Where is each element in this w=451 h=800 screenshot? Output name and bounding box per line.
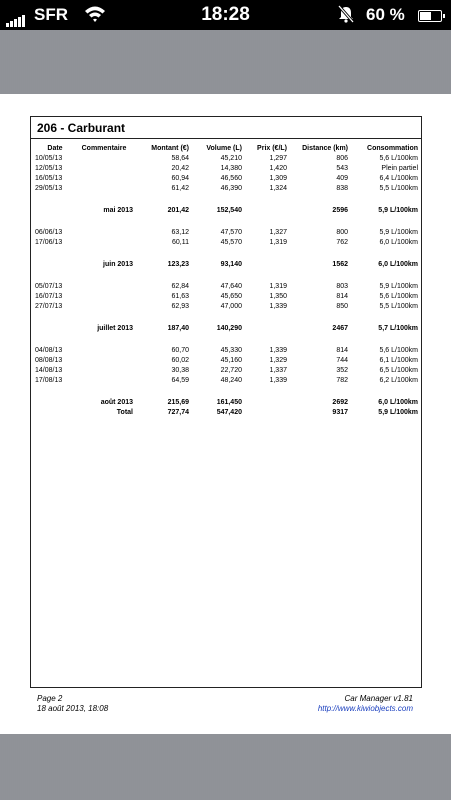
- cell-volume: 45,160: [220, 357, 242, 364]
- cell-consumption: 5,6 L/100km: [379, 155, 418, 162]
- cell-consumption: 5,6 L/100km: [379, 293, 418, 300]
- fuel-table: [35, 143, 418, 418]
- table-row: [35, 356, 418, 366]
- cell-price: 1,420: [269, 165, 287, 172]
- cell-amount: 60,70: [171, 347, 189, 354]
- spacer-row: [35, 248, 418, 260]
- spacer-cell: [35, 194, 418, 206]
- cell-price: [242, 260, 287, 270]
- cell-distance: 2596: [332, 207, 348, 214]
- mute-bell-icon: [336, 4, 356, 24]
- cell-consumption: 5,9 L/100km: [378, 207, 418, 214]
- cell-amount: 64,59: [171, 377, 189, 384]
- cell-distance: 2692: [332, 399, 348, 406]
- cell-price: 1,329: [269, 357, 287, 364]
- cell-comment: [75, 302, 133, 312]
- cell-consumption: 5,9 L/100km: [378, 409, 418, 416]
- cell-comment: mai 2013: [103, 207, 133, 214]
- cell-amount: 62,84: [171, 283, 189, 290]
- column-header: Consommation: [367, 145, 418, 152]
- cell-consumption: 6,1 L/100km: [379, 357, 418, 364]
- spacer-row: [35, 312, 418, 324]
- column-header: Commentaire: [81, 145, 127, 152]
- column-header: Volume (L): [206, 145, 242, 152]
- cell-date: 17/08/13: [35, 377, 63, 384]
- cell-volume: 22,720: [220, 367, 242, 374]
- column-header: Distance (km): [302, 145, 348, 152]
- spacer-row: [35, 216, 418, 228]
- footer-right: [318, 694, 413, 714]
- app-version: Car Manager v1.81: [344, 694, 413, 703]
- cell-date: [35, 408, 75, 418]
- cell-amount: 60,11: [172, 239, 189, 246]
- cell-distance: 9317: [332, 409, 348, 416]
- spacer-cell: [35, 386, 418, 398]
- summary-row: [35, 260, 418, 270]
- cell-comment: [75, 174, 133, 184]
- website-link[interactable]: http://www.kiwiobjects.com: [317, 704, 413, 713]
- table-row: [35, 376, 418, 386]
- cell-distance: 814: [336, 347, 348, 354]
- summary-row: [35, 206, 418, 216]
- carrier-name: SFR: [34, 5, 68, 24]
- cell-consumption: 6,0 L/100km: [378, 399, 418, 406]
- cell-distance: 762: [336, 239, 348, 246]
- cell-date: 16/05/13: [35, 175, 63, 182]
- summary-row: [35, 324, 418, 334]
- cell-price: 1,327: [269, 229, 287, 236]
- cell-price: 1,319: [269, 283, 287, 290]
- cell-volume: 161,450: [216, 399, 242, 406]
- cell-date: [35, 206, 75, 216]
- cell-volume: 47,640: [220, 283, 242, 290]
- cell-amount: 30,38: [171, 367, 189, 374]
- cell-distance: 850: [336, 303, 348, 310]
- cell-amount: 201,42: [167, 207, 189, 214]
- cell-distance: 838: [336, 185, 348, 192]
- cell-price: 1,339: [269, 377, 287, 384]
- cell-date: 08/08/13: [35, 357, 63, 364]
- spacer-cell: [35, 312, 418, 324]
- cell-distance: 744: [336, 357, 348, 364]
- cell-volume: 93,140: [220, 261, 242, 268]
- cell-price: 1,319: [269, 239, 287, 246]
- cell-price: [242, 408, 287, 418]
- spacer-cell: [35, 270, 418, 282]
- cell-volume: 47,000: [220, 303, 242, 310]
- cell-volume: 45,650: [220, 293, 242, 300]
- cell-amount: 60,02: [171, 357, 189, 364]
- table-row: [35, 292, 418, 302]
- cell-price: 1,309: [269, 175, 287, 182]
- cell-price: 1,339: [269, 303, 287, 310]
- table-row: [35, 174, 418, 184]
- cell-date: 16/07/13: [35, 293, 63, 300]
- cell-volume: 46,560: [220, 175, 242, 182]
- cell-price: [242, 324, 287, 334]
- cell-distance: 782: [336, 377, 348, 384]
- cell-volume: 547,420: [216, 409, 242, 416]
- cell-volume: 48,240: [220, 377, 242, 384]
- spacer-row: [35, 334, 418, 346]
- table-row: [35, 238, 418, 248]
- cell-comment: [75, 292, 133, 302]
- cell-amount: 62,93: [171, 303, 189, 310]
- cell-volume: 45,330: [220, 347, 242, 354]
- spacer-cell: [35, 334, 418, 346]
- cell-volume: 47,570: [220, 229, 242, 236]
- cell-amount: 215,69: [167, 399, 189, 406]
- print-date: 18 août 2013, 18:08: [37, 704, 109, 713]
- cell-comment: [75, 154, 133, 164]
- cell-volume: 14,380: [220, 165, 242, 172]
- clock: 18:28: [201, 4, 250, 25]
- status-bar: [0, 0, 451, 30]
- cell-amount: 61,63: [171, 293, 189, 300]
- cell-date: 06/06/13: [35, 229, 63, 236]
- cell-distance: 800: [336, 229, 348, 236]
- title-divider: [31, 138, 421, 139]
- cell-volume: 45,210: [220, 155, 242, 162]
- column-header: Date: [47, 145, 63, 152]
- cell-date: 04/08/13: [35, 347, 63, 354]
- cell-comment: [75, 346, 133, 356]
- summary-row: [35, 408, 418, 418]
- table-row: [35, 228, 418, 238]
- cell-comment: [75, 282, 133, 292]
- table-body: [35, 154, 418, 418]
- cell-comment: août 2013: [100, 399, 133, 406]
- cell-distance: 806: [336, 155, 348, 162]
- page-number: Page 2: [37, 694, 63, 703]
- cell-amount: 63,12: [171, 229, 189, 236]
- cell-price: 1,297: [269, 155, 287, 162]
- cell-amount: 20,42: [171, 165, 189, 172]
- cell-consumption: Plein partiel: [381, 165, 418, 172]
- cell-date: 29/05/13: [35, 185, 63, 192]
- cell-comment: [75, 164, 133, 174]
- report-frame: [30, 116, 422, 688]
- cell-distance: 409: [336, 175, 348, 182]
- table-row: [35, 282, 418, 292]
- cell-price: 1,324: [269, 185, 287, 192]
- cell-amount: 187,40: [167, 325, 189, 332]
- spacer-cell: [35, 216, 418, 228]
- cell-volume: 46,390: [220, 185, 242, 192]
- cell-comment: [75, 366, 133, 376]
- table-row: [35, 346, 418, 356]
- cell-date: [35, 324, 75, 334]
- column-header: Prix (€/L): [257, 145, 287, 152]
- cell-amount: 123,23: [167, 261, 189, 268]
- cell-amount: 60,94: [171, 175, 189, 182]
- cell-distance: 803: [336, 283, 348, 290]
- summary-row: [35, 398, 418, 408]
- table-row: [35, 154, 418, 164]
- cell-comment: juillet 2013: [97, 325, 133, 332]
- cell-comment: [75, 184, 133, 194]
- report-title: 206 - Carburant: [37, 121, 126, 135]
- cell-price: 1,339: [269, 347, 287, 354]
- cell-date: 05/07/13: [35, 283, 63, 290]
- table-header-row: [35, 143, 418, 154]
- table-row: [35, 164, 418, 174]
- battery-fill: [420, 12, 431, 20]
- cell-consumption: 5,7 L/100km: [378, 325, 418, 332]
- cell-price: 1,350: [269, 293, 287, 300]
- cell-amount: 58,64: [171, 155, 189, 162]
- cell-date: 10/05/13: [35, 155, 63, 162]
- cell-comment: juin 2013: [103, 261, 133, 268]
- cell-date: 27/07/13: [35, 303, 63, 310]
- cell-consumption: 6,0 L/100km: [378, 261, 418, 268]
- cell-distance: 2467: [332, 325, 348, 332]
- table-row: [35, 184, 418, 194]
- cell-consumption: 6,5 L/100km: [379, 367, 418, 374]
- battery-icon: [418, 10, 442, 22]
- cell-consumption: 6,2 L/100km: [379, 377, 418, 384]
- cell-consumption: 6,4 L/100km: [379, 175, 418, 182]
- cell-date: 17/06/13: [35, 239, 63, 246]
- cell-comment: [75, 356, 133, 366]
- cell-consumption: 5,6 L/100km: [379, 347, 418, 354]
- cell-price: [242, 206, 287, 216]
- cell-consumption: 6,0 L/100km: [379, 239, 418, 246]
- cell-consumption: 5,5 L/100km: [379, 303, 418, 310]
- table-row: [35, 366, 418, 376]
- cell-distance: 814: [336, 293, 348, 300]
- cell-comment: [75, 238, 133, 248]
- cell-consumption: 5,9 L/100km: [379, 229, 418, 236]
- cell-price: 1,337: [269, 367, 287, 374]
- document-page[interactable]: [0, 94, 451, 734]
- cell-date: [35, 260, 75, 270]
- cell-comment: [75, 228, 133, 238]
- cell-date: 12/05/13: [35, 165, 63, 172]
- cell-volume: 45,570: [220, 239, 242, 246]
- cell-consumption: 5,9 L/100km: [379, 283, 418, 290]
- cell-price: [242, 398, 287, 408]
- linen-background-bottom: [0, 734, 451, 800]
- footer-left: [37, 694, 108, 714]
- cell-comment: Total: [116, 409, 133, 416]
- linen-background-top: [0, 30, 451, 94]
- battery-tip: [443, 14, 445, 18]
- cell-date: [35, 398, 75, 408]
- spacer-row: [35, 386, 418, 398]
- table-row: [35, 302, 418, 312]
- spacer-cell: [35, 248, 418, 260]
- cell-volume: 152,540: [216, 207, 242, 214]
- column-header: Montant (€): [151, 145, 189, 152]
- cell-amount: 61,42: [171, 185, 189, 192]
- cell-amount: 727,74: [167, 409, 189, 416]
- cell-volume: 140,290: [216, 325, 242, 332]
- cell-consumption: 5,5 L/100km: [379, 185, 418, 192]
- cell-date: 14/08/13: [35, 367, 63, 374]
- cell-distance: 543: [336, 165, 348, 172]
- battery-percent: 60 %: [366, 5, 405, 24]
- cell-distance: 352: [336, 367, 348, 374]
- spacer-row: [35, 194, 418, 206]
- cell-distance: 1562: [332, 261, 348, 268]
- spacer-row: [35, 270, 418, 282]
- cell-comment: [75, 376, 133, 386]
